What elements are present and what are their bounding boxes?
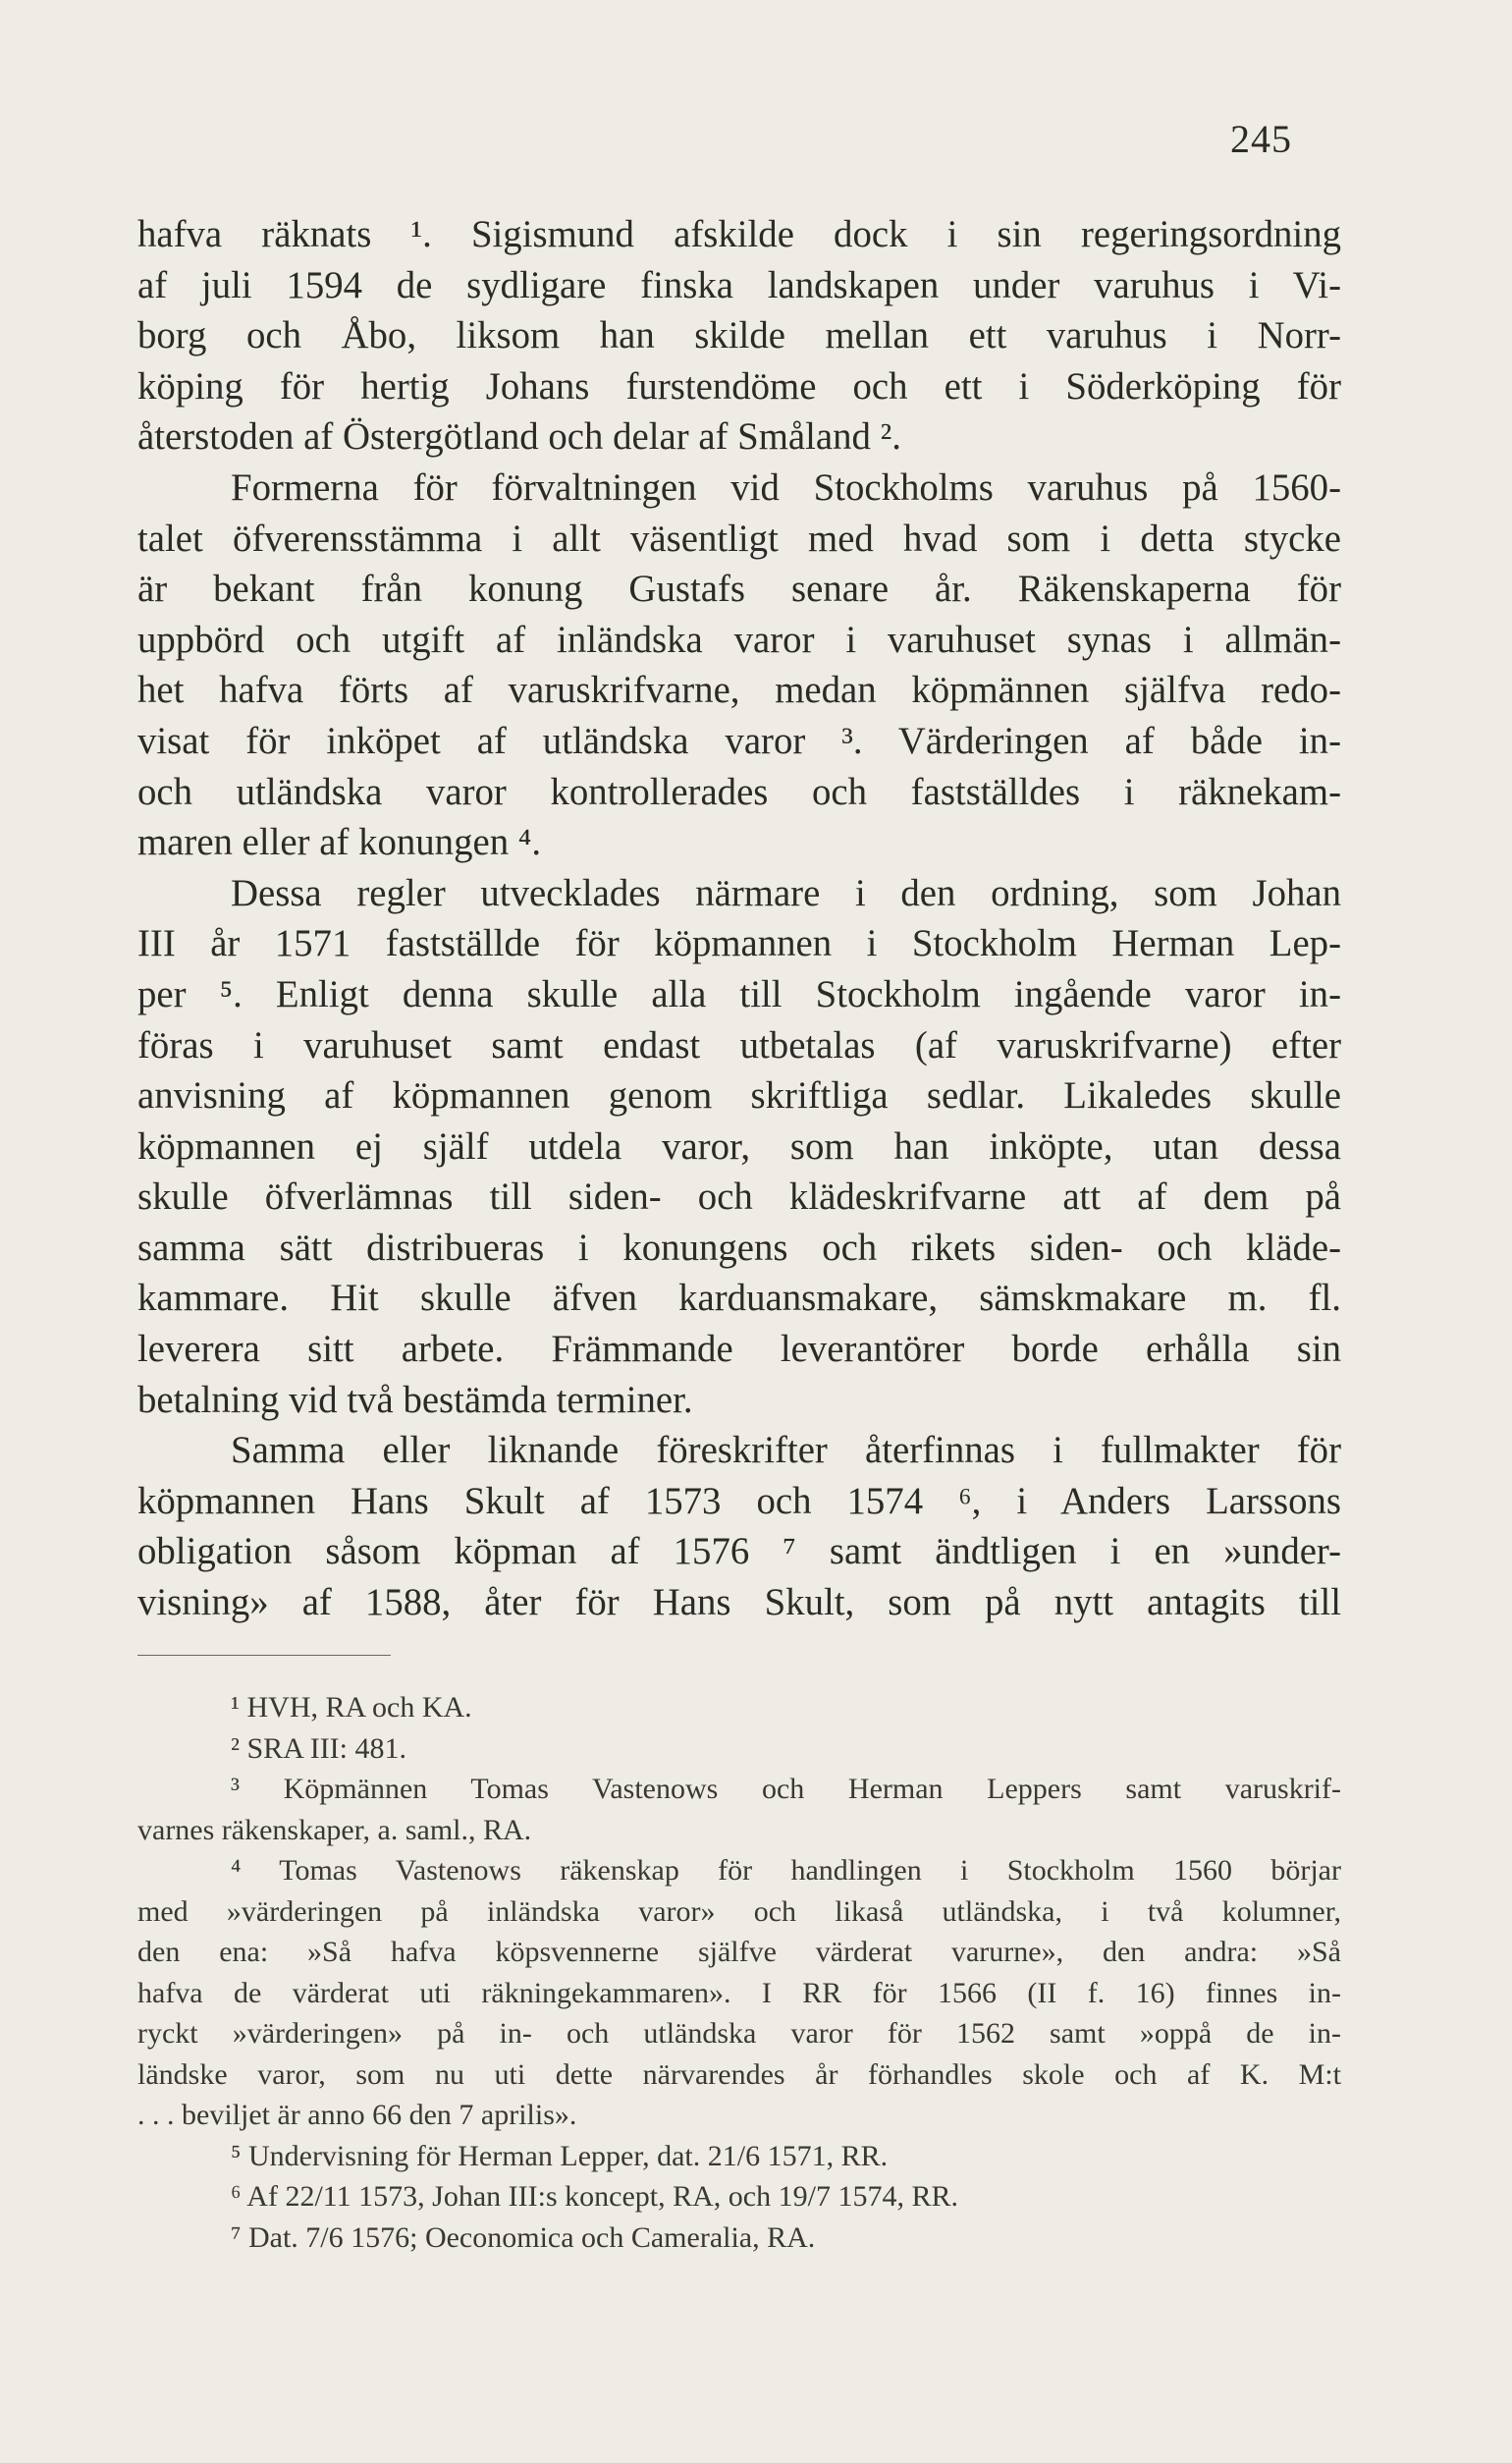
- footnote-line: med »värderingen på inländska varor» och likaså utländska, i två kolumner,: [137, 1894, 1341, 1928]
- page-number: 245: [1230, 117, 1292, 161]
- footnote-line: den ena: »Så hafva köpsvennerne själfve värderat varurne», den andra: »Så: [137, 1936, 1341, 1968]
- footnote-line: ¹ HVH, RA och KA.: [231, 1691, 472, 1724]
- text-line: Dessa regler utvecklades närmare i den ordning, som Johan: [231, 871, 1341, 914]
- footnote-line: . . . beviljet är anno 66 den 7 aprilis».: [137, 2099, 577, 2131]
- text-line: återstoden af Östergötland och delar af Småland ².: [137, 415, 901, 459]
- footnote-divider: [137, 1655, 391, 1656]
- text-line: köping för hertig Johans furstendöme och ett i Söderköping för: [137, 364, 1341, 408]
- footnote-line: hafva de värderat uti räkningekammaren». I RR för 1566 (II f. 16) finnes in-: [137, 1976, 1341, 2009]
- text-line: skulle öfverlämnas till siden- och klädeskrifvarne att af dem på: [137, 1176, 1341, 1219]
- text-line: är bekant från konung Gustafs senare år. Räkenskaperna för: [137, 568, 1341, 611]
- text-line: anvisning af köpmannen genom skriftliga sedlar. Likaledes skulle: [137, 1074, 1341, 1118]
- text-line: hafva räknats ¹. Sigismund afskilde dock i sin regeringsordning: [137, 213, 1341, 255]
- text-line: uppbörd och utgift af inländska varor i varuhuset synas i allmän-: [137, 618, 1341, 661]
- footnote-line: ländske varor, som nu uti dette närvarendes år förhandles skole och af K. M:t: [137, 2057, 1341, 2091]
- text-line: visat för inköpet af utländska varor ³. Värderingen af både in-: [137, 719, 1341, 762]
- text-line: talet öfverensstämma i allt väsentligt med hvad som i detta stycke: [137, 517, 1341, 560]
- footnote-line: ³ Köpmännen Tomas Vastenows och Herman Leppers samt varuskrif-: [231, 1773, 1341, 1805]
- text-line: obligation såsom köpman af 1576 ⁷ samt ändtligen i en »under-: [137, 1530, 1341, 1573]
- text-line: borg och Åbo, liksom han skilde mellan ett varuhus i Norr-: [137, 314, 1341, 357]
- text-line: leverera sitt arbete. Främmande leverantörer borde erhålla sin: [137, 1328, 1341, 1371]
- text-line: föras i varuhuset samt endast utbetalas (af varuskrifvarne) efter: [137, 1023, 1341, 1067]
- footnote-line: ⁷ Dat. 7/6 1576; Oeconomica och Cameralia, RA.: [231, 2220, 816, 2254]
- footnote-line: ² SRA III: 481.: [231, 1731, 407, 1765]
- text-line: af juli 1594 de sydligare finska landskapen under varuhus i Vi-: [137, 263, 1341, 306]
- text-line: maren eller af konungen ⁴.: [137, 821, 542, 864]
- text-line: Samma eller liknande föreskrifter återfinnas i fullmakter för: [231, 1429, 1341, 1472]
- footnote-line: ⁵ Undervisning för Herman Lepper, dat. 21/6 1571, RR.: [231, 2139, 889, 2172]
- text-line: Formerna för förvaltningen vid Stockholms varuhus på 1560-: [231, 465, 1341, 509]
- body-text: [137, 209, 1341, 1628]
- text-line: het hafva förts af varuskrifvarne, medan köpmännen själfva redo-: [137, 669, 1341, 712]
- footnote-line: ryckt »värderingen» på in- och utländska varor för 1562 samt »oppå de in-: [137, 2017, 1341, 2050]
- text-line: per ⁵. Enligt denna skulle alla till Stockholm ingående varor in-: [137, 972, 1341, 1015]
- footnote-line: ⁴ Tomas Vastenows räkenskap för handlingen i Stockholm 1560 börjar: [231, 1854, 1341, 1887]
- footnote-line: varnes räkenskaper, a. saml., RA.: [137, 1813, 532, 1846]
- text-line: visning» af 1588, åter för Hans Skult, som på nytt antagits till: [137, 1581, 1341, 1624]
- text-line: betalning vid två bestämda terminer.: [137, 1378, 693, 1421]
- footnote-line: ⁶ Af 22/11 1573, Johan III:s koncept, RA, och 19/7 1574, RR.: [231, 2180, 958, 2213]
- text-line: III år 1571 fastställde för köpmannen i Stockholm Herman Lep-: [137, 922, 1341, 965]
- text-line: köpmannen Hans Skult af 1573 och 1574 ⁶, i Anders Larssons: [137, 1479, 1341, 1522]
- footnotes: [137, 1687, 1341, 2258]
- text-line: kammare. Hit skulle äfven karduansmakare, sämskmakare m. fl.: [137, 1277, 1341, 1320]
- text-line: köpmannen ej själf utdela varor, som han inköpte, utan dessa: [137, 1124, 1341, 1168]
- text-line: och utländska varor kontrollerades och fastställdes i räknekam-: [137, 770, 1341, 813]
- text-line: samma sätt distribueras i konungens och rikets siden- och kläde-: [137, 1226, 1341, 1269]
